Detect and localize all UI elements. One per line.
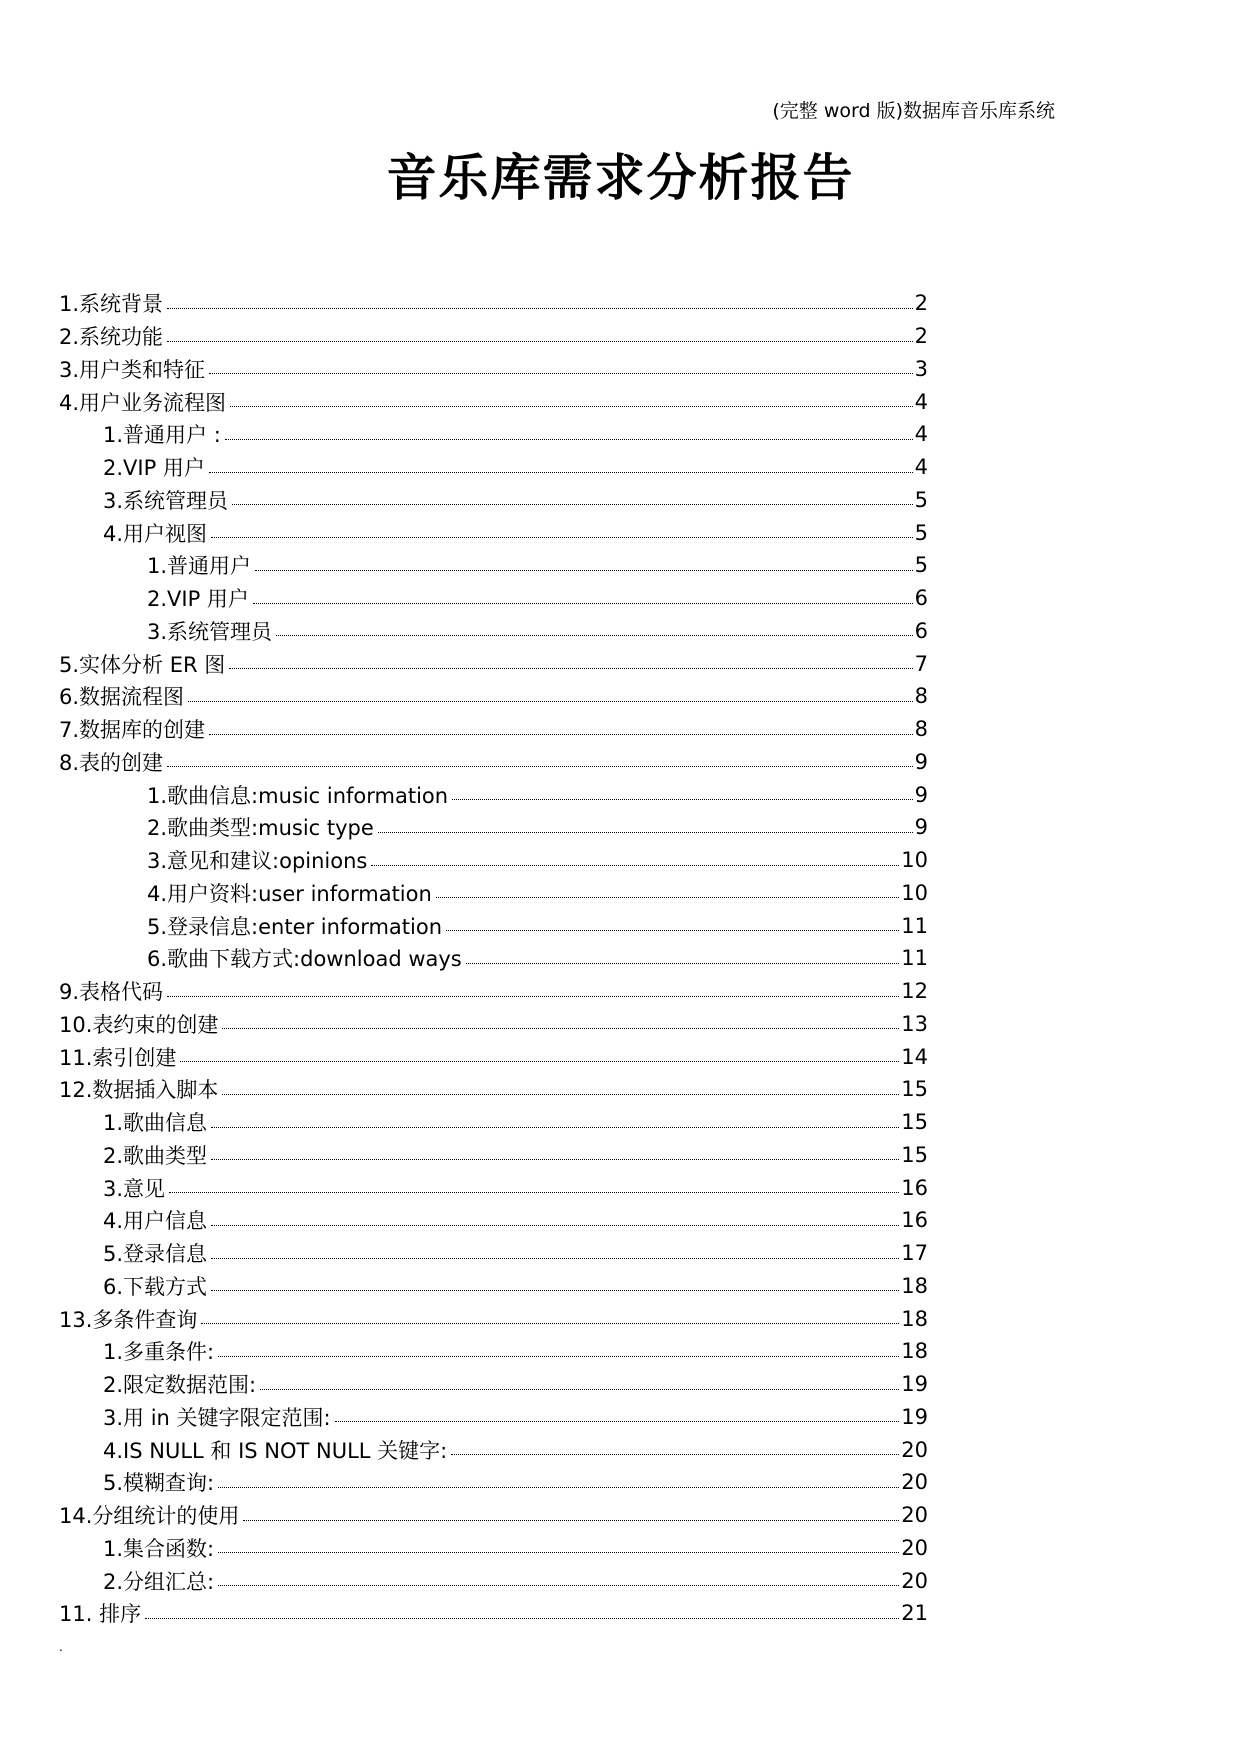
toc-entry-page-number: 4 <box>914 389 928 414</box>
toc-entry[interactable] <box>0 320 928 353</box>
toc-entry-label: 6.歌曲下载方式:download ways <box>147 947 462 972</box>
toc-entry-page-number: 20 <box>901 1535 928 1560</box>
toc-entry-label: 2.歌曲类型:music type <box>147 816 374 841</box>
toc-entry-page-number: 14 <box>901 1044 928 1069</box>
toc-dot-leader <box>218 1356 899 1357</box>
toc-entry[interactable] <box>0 909 928 942</box>
toc-entry-label: 3.意见 <box>103 1176 166 1201</box>
toc-entry[interactable] <box>0 484 928 517</box>
toc-dot-leader <box>167 766 913 767</box>
table-of-contents <box>0 287 1241 1630</box>
toc-dot-leader <box>201 1323 899 1324</box>
toc-entry-label: 14.分组统计的使用 <box>59 1504 240 1529</box>
toc-entry[interactable] <box>0 778 928 811</box>
toc-entry[interactable] <box>0 516 928 549</box>
toc-entry-page-number: 9 <box>914 782 928 807</box>
toc-dot-leader <box>218 1585 899 1586</box>
toc-entry-page-number: 9 <box>914 749 928 774</box>
toc-entry[interactable] <box>0 1171 928 1204</box>
toc-entry[interactable] <box>0 549 928 582</box>
toc-entry[interactable] <box>0 1532 928 1565</box>
toc-entry-label: 5.登录信息 <box>103 1242 208 1267</box>
toc-entry[interactable] <box>0 615 928 648</box>
toc-entry-page-number: 17 <box>901 1241 928 1266</box>
toc-entry-page-number: 10 <box>901 848 928 873</box>
toc-dot-leader <box>167 308 913 309</box>
toc-dot-leader <box>255 570 913 571</box>
toc-entry[interactable] <box>0 451 928 484</box>
toc-dot-leader <box>211 1258 899 1259</box>
toc-entry[interactable] <box>0 1040 928 1073</box>
toc-entry-page-number: 3 <box>914 356 928 381</box>
toc-entry-page-number: 15 <box>901 1110 928 1135</box>
toc-entry-label: 5.登录信息:enter information <box>147 914 443 939</box>
toc-dot-leader <box>229 668 912 669</box>
toc-dot-leader <box>222 1094 899 1095</box>
toc-entry-label: 9.表格代码 <box>59 980 164 1005</box>
toc-entry-page-number: 2 <box>914 324 928 349</box>
toc-entry[interactable] <box>0 1401 928 1434</box>
toc-entry[interactable] <box>0 1466 928 1499</box>
toc-entry[interactable] <box>0 942 928 975</box>
page-footer-mark: . <box>59 1640 63 1654</box>
toc-dot-leader <box>253 603 913 604</box>
toc-dot-leader <box>211 1127 899 1128</box>
toc-entry[interactable] <box>0 1564 928 1597</box>
toc-entry-page-number: 20 <box>901 1437 928 1462</box>
toc-entry[interactable] <box>0 1597 928 1630</box>
toc-entry-page-number: 4 <box>914 455 928 480</box>
toc-dot-leader <box>446 930 899 931</box>
toc-dot-leader <box>335 1421 900 1422</box>
toc-entry[interactable] <box>0 680 928 713</box>
toc-entry[interactable] <box>0 1139 928 1172</box>
toc-entry-page-number: 11 <box>901 913 928 938</box>
toc-entry[interactable] <box>0 1237 928 1270</box>
toc-entry[interactable] <box>0 844 928 877</box>
toc-entry-page-number: 2 <box>914 291 928 316</box>
toc-entry-page-number: 7 <box>914 651 928 676</box>
toc-entry[interactable] <box>0 1499 928 1532</box>
toc-entry-label: 2.VIP 用户 <box>147 587 249 612</box>
toc-entry-label: 4.用户视图 <box>103 521 208 546</box>
toc-entry-page-number: 9 <box>914 815 928 840</box>
toc-entry[interactable] <box>0 287 928 320</box>
toc-entry-label: 2.系统功能 <box>59 325 164 350</box>
toc-entry[interactable] <box>0 582 928 615</box>
toc-entry-label: 4.用户业务流程图 <box>59 390 227 415</box>
toc-entry-label: 2.VIP 用户 <box>103 456 205 481</box>
toc-entry[interactable] <box>0 975 928 1008</box>
toc-entry-label: 4.IS NULL 和 IS NOT NULL 关键字: <box>103 1438 448 1463</box>
toc-entry-page-number: 18 <box>901 1306 928 1331</box>
toc-dot-leader <box>451 1454 899 1455</box>
toc-entry-page-number: 13 <box>901 1011 928 1036</box>
toc-entry-label: 1.系统背景 <box>59 292 164 317</box>
toc-entry-page-number: 5 <box>914 553 928 578</box>
toc-entry-label: 3.用户类和特征 <box>59 357 206 382</box>
toc-dot-leader <box>167 996 899 997</box>
toc-entry-page-number: 20 <box>901 1568 928 1593</box>
toc-entry[interactable] <box>0 1368 928 1401</box>
toc-entry[interactable] <box>0 1302 928 1335</box>
toc-entry-label: 7.数据库的创建 <box>59 718 206 743</box>
toc-entry-page-number: 16 <box>901 1208 928 1233</box>
toc-dot-leader <box>211 1159 899 1160</box>
toc-dot-leader <box>167 341 913 342</box>
toc-entry[interactable] <box>0 353 928 386</box>
toc-entry-page-number: 6 <box>914 618 928 643</box>
toc-dot-leader <box>218 1487 899 1488</box>
toc-dot-leader <box>222 1028 899 1029</box>
toc-dot-leader <box>209 734 913 735</box>
toc-entry-label: 11. 排序 <box>59 1602 142 1627</box>
toc-entry[interactable] <box>0 746 928 779</box>
toc-entry-page-number: 19 <box>901 1404 928 1429</box>
toc-entry-label: 11.索引创建 <box>59 1045 177 1070</box>
toc-dot-leader <box>230 406 913 407</box>
toc-entry-label: 5.实体分析 ER 图 <box>59 652 226 677</box>
toc-dot-leader <box>225 439 913 440</box>
toc-entry-label: 2.限定数据范围: <box>103 1373 257 1398</box>
toc-entry-page-number: 18 <box>901 1273 928 1298</box>
toc-dot-leader <box>276 635 913 636</box>
toc-entry-label: 3.系统管理员 <box>147 619 273 644</box>
toc-entry[interactable] <box>0 1270 928 1303</box>
toc-dot-leader <box>243 1520 899 1521</box>
toc-entry[interactable] <box>0 1106 928 1139</box>
toc-entry-label: 13.多条件查询 <box>59 1307 198 1332</box>
toc-entry-label: 1.歌曲信息 <box>103 1111 208 1136</box>
toc-entry-label: 6.下载方式 <box>103 1274 208 1299</box>
toc-entry-page-number: 16 <box>901 1175 928 1200</box>
toc-entry-label: 6.数据流程图 <box>59 685 185 710</box>
toc-entry-page-number: 15 <box>901 1142 928 1167</box>
toc-dot-leader <box>260 1389 899 1390</box>
toc-entry-label: 2.分组汇总: <box>103 1569 215 1594</box>
toc-dot-leader <box>452 799 913 800</box>
toc-entry[interactable] <box>0 1433 928 1466</box>
toc-entry-label: 1.普通用户 <box>147 554 252 579</box>
toc-entry-page-number: 15 <box>901 1077 928 1102</box>
toc-dot-leader <box>209 373 913 374</box>
toc-dot-leader <box>378 832 913 833</box>
toc-entry-label: 4.用户信息 <box>103 1209 208 1234</box>
toc-dot-leader <box>211 1290 899 1291</box>
toc-entry-page-number: 8 <box>914 684 928 709</box>
toc-dot-leader <box>209 472 913 473</box>
toc-entry-label: 3.意见和建议:opinions <box>147 849 368 874</box>
toc-entry[interactable] <box>0 877 928 910</box>
toc-entry[interactable] <box>0 713 928 746</box>
toc-entry[interactable] <box>0 1008 928 1041</box>
toc-entry-page-number: 10 <box>901 880 928 905</box>
toc-entry-page-number: 18 <box>901 1339 928 1364</box>
toc-entry-page-number: 6 <box>914 586 928 611</box>
toc-entry-label: 10.表约束的创建 <box>59 1012 219 1037</box>
toc-entry-label: 12.数据插入脚本 <box>59 1078 219 1103</box>
toc-entry-label: 8.表的创建 <box>59 750 164 775</box>
toc-entry-page-number: 20 <box>901 1470 928 1495</box>
toc-dot-leader <box>211 1225 899 1226</box>
toc-dot-leader <box>232 504 913 505</box>
toc-entry-label: 1.普通用户 : <box>103 423 221 448</box>
toc-entry-label: 3.系统管理员 <box>103 488 229 513</box>
toc-entry-page-number: 20 <box>901 1503 928 1528</box>
toc-entry-label: 1.集合函数: <box>103 1536 215 1561</box>
header-note: (完整 word 版)数据库音乐库系统 <box>772 100 1055 122</box>
toc-entry-page-number: 5 <box>914 520 928 545</box>
toc-entry-page-number: 19 <box>901 1372 928 1397</box>
toc-entry-page-number: 8 <box>914 717 928 742</box>
toc-dot-leader <box>145 1618 899 1619</box>
toc-dot-leader <box>436 897 899 898</box>
document-title: 音乐库需求分析报告 <box>386 149 855 207</box>
toc-entry-page-number: 4 <box>914 422 928 447</box>
toc-entry-page-number: 21 <box>901 1601 928 1626</box>
toc-entry-page-number: 11 <box>901 946 928 971</box>
toc-entry[interactable] <box>0 1204 928 1237</box>
toc-dot-leader <box>169 1192 899 1193</box>
toc-entry-label: 1.多重条件: <box>103 1340 215 1365</box>
toc-entry-label: 3.用 in 关键字限定范围: <box>103 1405 331 1430</box>
toc-entry-page-number: 12 <box>901 979 928 1004</box>
toc-dot-leader <box>466 963 900 964</box>
toc-dot-leader <box>211 537 913 538</box>
toc-entry[interactable] <box>0 1335 928 1368</box>
toc-entry-label: 2.歌曲类型 <box>103 1143 208 1168</box>
toc-dot-leader <box>371 865 899 866</box>
toc-dot-leader <box>218 1552 899 1553</box>
toc-dot-leader <box>180 1061 899 1062</box>
toc-entry[interactable] <box>0 385 928 418</box>
toc-entry-page-number: 5 <box>914 487 928 512</box>
toc-entry[interactable] <box>0 1073 928 1106</box>
toc-entry-label: 4.用户资料:user information <box>147 881 432 906</box>
toc-entry-label: 5.模糊查询: <box>103 1471 215 1496</box>
toc-entry[interactable] <box>0 647 928 680</box>
toc-entry-label: 1.歌曲信息:music information <box>147 783 449 808</box>
toc-entry[interactable] <box>0 811 928 844</box>
toc-dot-leader <box>188 701 913 702</box>
toc-entry[interactable] <box>0 418 928 451</box>
